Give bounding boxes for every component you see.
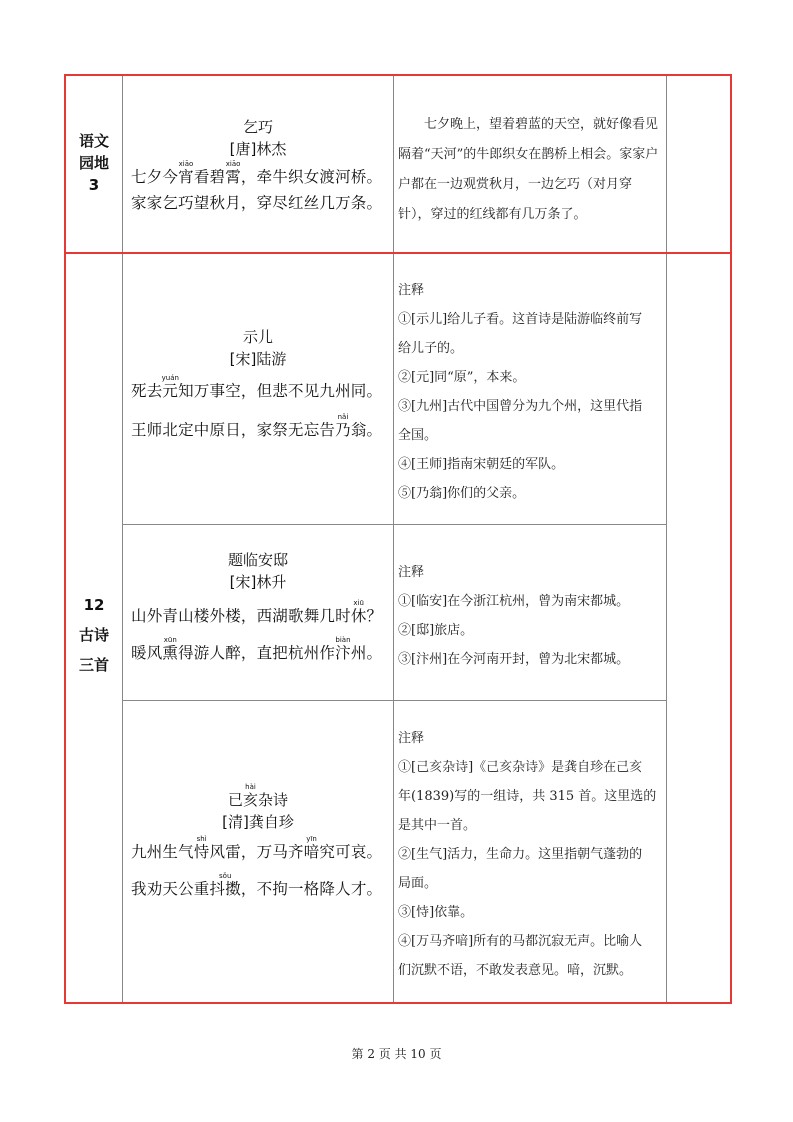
note-line: ②[生气]活力，生命力。这里指朝气蓬勃的 <box>398 847 643 862</box>
note-line: ①[临安]在今浙江杭州，曾为南宋都城。 <box>398 594 630 609</box>
note-line: 局面。 <box>398 876 438 891</box>
poem-line: 死去元yuán知万事空，但悲不见九州同。 <box>131 374 383 400</box>
pinyin: nǎi <box>335 413 351 421</box>
poem-title: 已亥hài杂诗 <box>227 783 289 809</box>
column-divider <box>666 76 667 1002</box>
notes-jihaizashi <box>398 724 664 985</box>
pinyin: yuán <box>161 374 179 382</box>
poem-line: 我劝天公重抖擞sǒu，不拘一格降人才。 <box>131 872 383 898</box>
note-line: ①[示儿]给儿子看。这首诗是陆游临终前写 <box>398 312 643 327</box>
poem-author: [宋]陆游 <box>229 350 287 368</box>
row-divider <box>66 252 730 254</box>
annotated-character: 汴biàn <box>335 636 351 662</box>
annotated-character: 恃shì <box>193 835 210 861</box>
poem-line: 王师北定中原日，家祭无忘告乃nǎi翁。 <box>131 413 383 439</box>
pinyin: hài <box>242 783 258 791</box>
annotated-character: 元yuán <box>161 374 179 400</box>
notes-shier <box>398 276 664 508</box>
poem-line: 家家乞巧望秋月，穿尽红丝几万条。 <box>131 194 383 212</box>
note-line: ②[元]同“原”，本来。 <box>398 370 526 385</box>
poem-author: [清]龚自珍 <box>222 813 294 831</box>
annotated-character: 抖擞sǒu <box>209 872 241 898</box>
poem-author: [唐]林杰 <box>229 140 287 158</box>
pinyin: yīn <box>303 835 320 843</box>
lesson-label: 12 古诗 三首 <box>78 596 109 674</box>
note-line: ①[己亥杂诗]《己亥杂诗》是龚自珍在己亥 <box>398 760 643 775</box>
column-divider <box>393 76 394 1002</box>
poem-line: 暖风熏xūn得游人醉，直把杭州作汴biàn州。 <box>131 636 383 662</box>
note-line: ⑤[乃翁]你们的父亲。 <box>398 486 526 501</box>
note-line: ②[邸]旅店。 <box>398 623 474 638</box>
pinyin: sǒu <box>209 872 241 880</box>
note-line: 年(1839)写的一组诗，共 315 首。这里选的 <box>398 789 657 804</box>
annotated-character: 乃nǎi <box>335 413 351 439</box>
row-divider <box>122 700 666 701</box>
poem-author: [宋]林升 <box>229 573 287 591</box>
poem-title: 乞巧 <box>242 118 273 136</box>
note-line: 全国。 <box>398 428 438 443</box>
note-line: ④[王师]指南宋朝廷的军队。 <box>398 457 565 472</box>
poem-tilinandi <box>123 549 393 663</box>
annotated-character: 休xiū <box>350 599 367 625</box>
note-line: 们沉默不语，不敢发表意见。喑，沉默。 <box>398 963 633 978</box>
note-line: ③[汴州]在今河南开封，曾为北宋都城。 <box>398 652 630 667</box>
pinyin: xiāo <box>225 160 241 168</box>
notes-title: 注释 <box>398 731 425 746</box>
annotated-character: 亥hài <box>242 783 258 809</box>
note-line: ③[九州]古代中国曾分为九个州，这里代指 <box>398 399 643 414</box>
row-divider <box>122 524 666 525</box>
notes-tilinandi <box>398 558 664 674</box>
note-line: ④[万马齐喑]所有的马都沉寂无声。比喻人 <box>398 934 643 949</box>
poem-line: 七夕今宵xiāo看碧霄xiāo，牵牛织女渡河桥。 <box>131 160 383 186</box>
annotated-character: 宵xiāo <box>178 160 194 186</box>
annotated-character: 霄xiāo <box>225 160 241 186</box>
poem-qiqiao <box>123 116 393 213</box>
note-line: 是其中一首。 <box>398 818 477 833</box>
poem-title: 示儿 <box>242 328 273 346</box>
pinyin: xūn <box>162 636 179 644</box>
annotated-character: 熏xūn <box>162 636 179 662</box>
annotated-character: 喑yīn <box>303 835 320 861</box>
page-footer: 第 2 页 共 10 页 <box>351 1047 442 1061</box>
note-line: 给儿子的。 <box>398 341 464 356</box>
poem-line: 山外青山楼外楼，西湖歌舞几时休xiū？ <box>131 599 383 625</box>
poem-jihaizashi <box>123 783 393 899</box>
poem-title: 题临安邸 <box>227 551 288 569</box>
note-line: ③[恃]依靠。 <box>398 905 474 920</box>
poem-shier <box>123 326 393 440</box>
lesson-label: 语文 园地 3 <box>78 132 109 194</box>
translation: 七夕晚上，望着碧蓝的天空，就好像看见隔着“天河”的牛郎织女在鹊桥上相会。家家户户都在一边观赏秋月，一边乞巧（对月穿针），穿过的红线都有几万条了。 <box>398 117 659 222</box>
notes-title: 注释 <box>398 283 425 298</box>
notes-title: 注释 <box>398 565 425 580</box>
pinyin: xiū <box>350 599 367 607</box>
pinyin: xiāo <box>178 160 194 168</box>
poem-line: 九州生气恃shì风雷，万马齐喑yīn究可哀。 <box>131 835 383 861</box>
pinyin: biàn <box>335 636 351 644</box>
pinyin: shì <box>193 835 210 843</box>
